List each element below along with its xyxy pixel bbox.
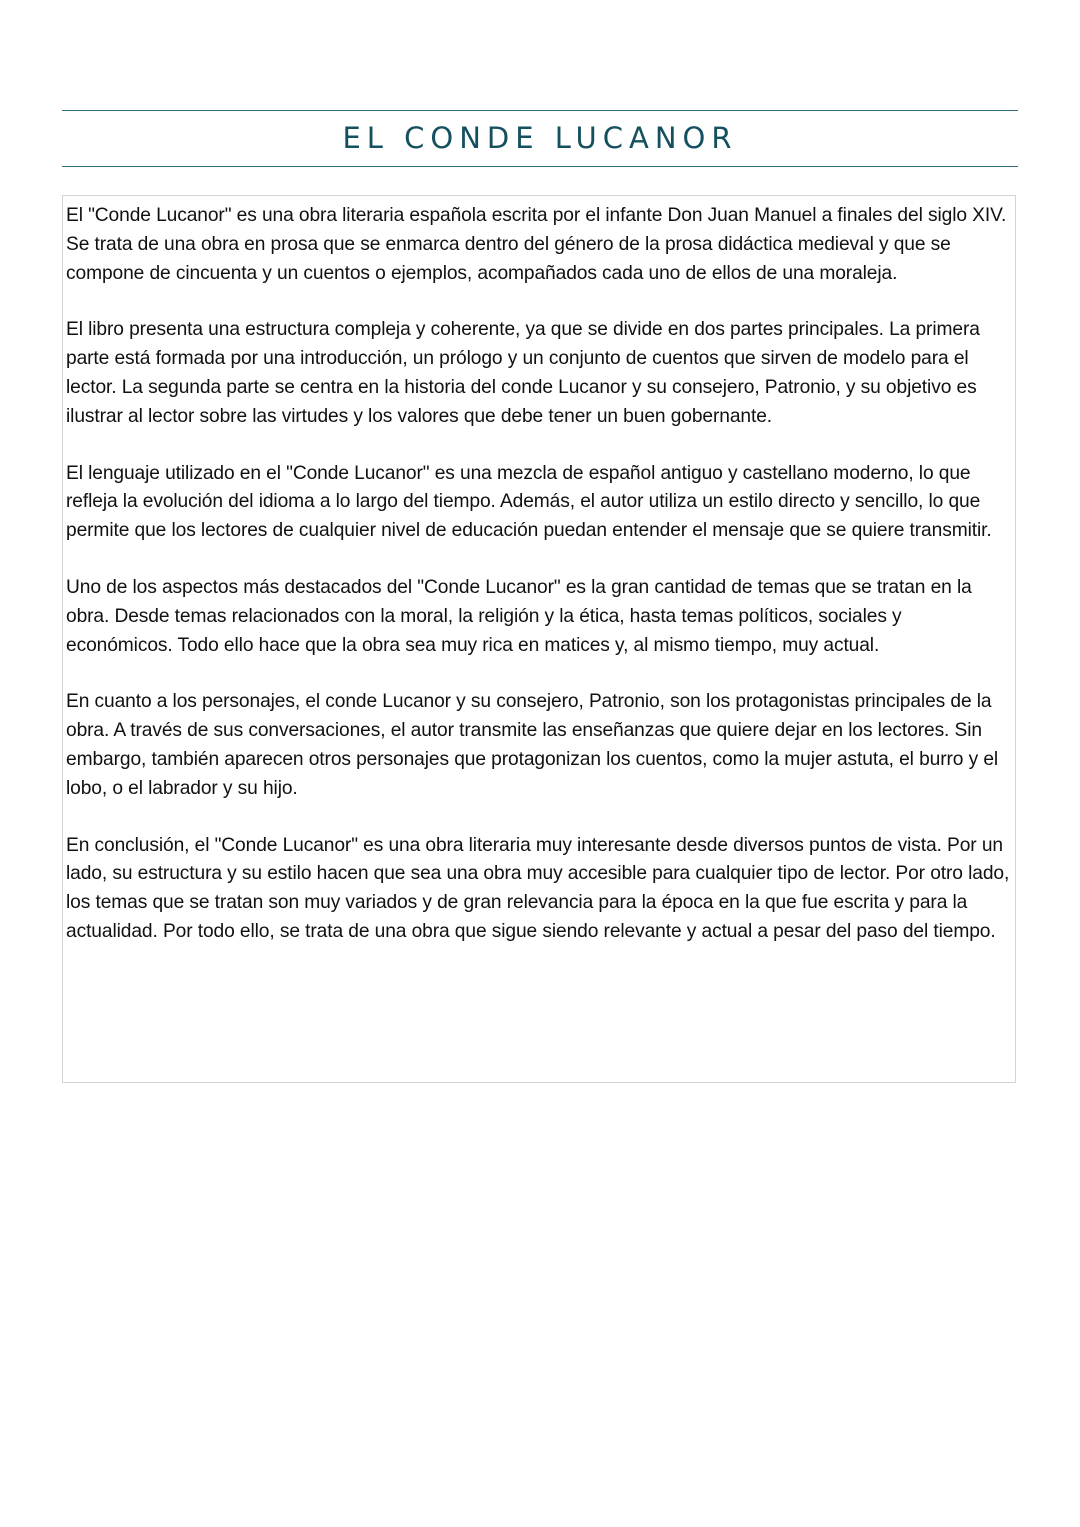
title-bottom-rule — [62, 166, 1018, 167]
content-box — [62, 195, 1016, 1083]
paragraph-4: Uno de los aspectos más destacados del "Conde Lucanor" es la gran cantidad de temas que se tratan en la obra. Desde temas relacionados con la moral, la religión y la ética, hasta temas políticos, sociales y económicos. Todo ello hace que la obra sea muy rica en matices y, al mismo tiempo, muy actual. — [66, 576, 972, 656]
title-top-rule — [62, 110, 1018, 111]
paragraph-1: El "Conde Lucanor" es una obra literaria española escrita por el infante Don Juan Manuel a finales del siglo XIV. Se trata de una obra en prosa que se enmarca dentro del género de la prosa didáctica medieval y que se compone de cincuenta y un cuentos o ejemplos, acompañados cada uno de ellos de una moraleja. — [66, 205, 1007, 284]
paragraph-5: En cuanto a los personajes, el conde Lucanor y su consejero, Patronio, son los protagonistas principales de la obra. A través de sus conversaciones, el autor transmite las enseñanzas que quiere dejar en los lectores. Sin embargo, también aparecen otros personajes que protagonizan los cuentos, como la mujer astuta, el burro y el lobo, o el labrador y su hijo. — [66, 691, 999, 799]
paragraph-6: En conclusión, el "Conde Lucanor" es una obra literaria muy interesante desde diversos puntos de vista. Por un lado, su estructura y su estilo hacen que sea una obra muy accesible para cualquier tipo de lector. Por otro lado, los temas que se tratan son muy variados y de gran relevancia para la época en la que fue escrita y para la actualidad. Por todo ello, se trata de una obra que sigue siendo relevante y actual a pesar del paso del tiempo. — [66, 834, 1010, 942]
paragraph-2: El libro presenta una estructura compleja y coherente, ya que se divide en dos partes principales. La primera parte está formada por una introducción, un prólogo y un conjunto de cuentos que sirven de modelo para el lector. La segunda parte se centra en la historia del conde Lucanor y su consejero, Patronio, y su objetivo es ilustrar al lector sobre las virtudes y los valores que debe tener un buen gobernante. — [66, 319, 980, 427]
paragraph-3: El lenguaje utilizado en el "Conde Lucanor" es una mezcla de español antiguo y castellano moderno, lo que refleja la evolución del idioma a lo largo del tiempo. Además, el autor utiliza un estilo directo y sencillo, lo que permite que los lectores de cualquier nivel de educación puedan entender el mensaje que se quiere transmitir. — [66, 462, 992, 542]
document-title: EL CONDE LUCANOR — [342, 121, 738, 155]
